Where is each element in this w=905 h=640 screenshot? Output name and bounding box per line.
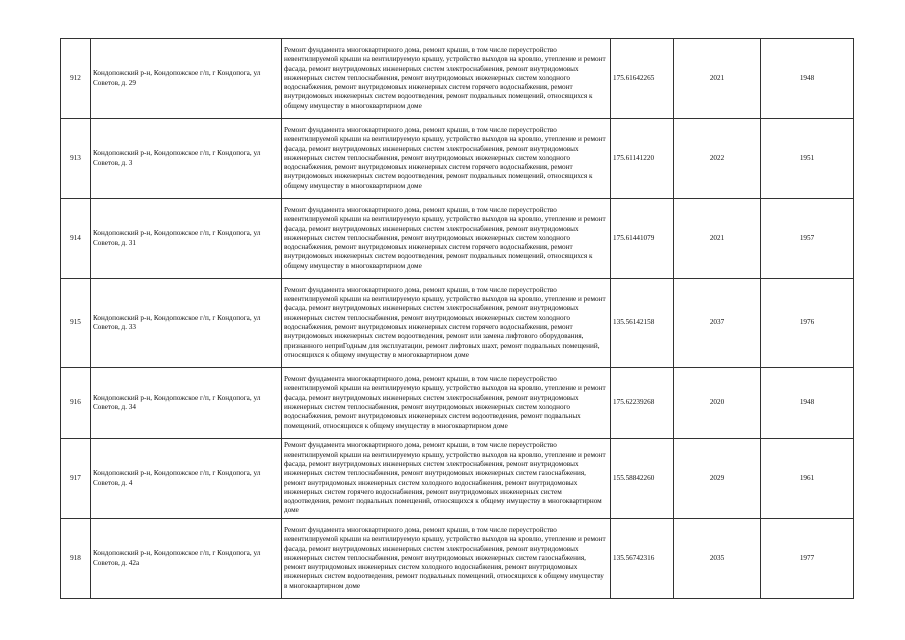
house-address: Кондопожский р-н, Кондопожское г/п, г Кондопога, ул Советов, д. 33	[91, 279, 282, 368]
cost-value: 135.56142158	[611, 279, 674, 368]
table-row	[61, 279, 854, 368]
row-number: 914	[61, 199, 91, 279]
table-row	[61, 368, 854, 439]
cost-value: 175.61441079	[611, 199, 674, 279]
repair-year: 2035	[674, 519, 761, 599]
row-number: 913	[61, 119, 91, 199]
cost-value: 155.58842260	[611, 439, 674, 519]
cost-value: 175.61642265	[611, 39, 674, 119]
construction-year: 1951	[761, 119, 854, 199]
repair-works: Ремонт фундамента многоквартирного дома, ремонт крыши, в том числе переустройство невентилируемой крыши на вентилируемую крышу, устройство выходов на кровлю, утепление и ремонт фасада, ремонт внутридомовых инженерных систем электроснабжения, ремонт внутридомовых инженерных систем теплоснабжения, ремонт внутридомовых инженерных систем холодного водоснабжения, ремонт внутридомовых инженерных систем горячего водоснабжения, ремонт внутридомовых инженерных систем водоотведения, ремонт подвальных помещений, относящихся к общему имуществу в многоквартирном доме	[282, 119, 611, 199]
repair-program-table	[60, 38, 854, 599]
repair-works: Ремонт фундамента многоквартирного дома, ремонт крыши, в том числе переустройство невентилируемой крыши на вентилируемую крышу, устройство выходов на кровлю, утепление и ремонт фасада, ремонт внутридомовых инженерных систем электроснабжения, ремонт внутридомовых инженерных систем теплоснабжения, ремонт внутридомовых инженерных систем холодного водоснабжения, ремонт внутридомовых инженерных систем горячего водоснабжения, ремонт внутридомовых инженерных систем водоотведения, ремонт подвальных помещений, относящихся к общему имуществу в многоквартирном доме	[282, 39, 611, 119]
repair-works: Ремонт фундамента многоквартирного дома, ремонт крыши, в том числе переустройство невентилируемой крыши на вентилируемую крышу, устройство выходов на кровлю, утепление и ремонт фасада, ремонт внутридомовых инженерных систем электроснабжения, ремонт внутридомовых инженерных систем теплоснабжения, ремонт внутридомовых инженерных систем газоснабжения, ремонт внутридомовых инженерных систем холодного водоснабжения, ремонт внутридомовых инженерных систем горячего водоснабжения, ремонт внутридомовых инженерных систем водоотведения, ремонт подвальных помещений, относящихся к общему имуществу в многоквартирном доме	[282, 439, 611, 519]
house-address: Кондопожский р-н, Кондопожское г/п, г Кондопога, ул Советов, д. 29	[91, 39, 282, 119]
cost-value: 175.61141220	[611, 119, 674, 199]
table-row	[61, 39, 854, 119]
house-address: Кондопожский р-н, Кондопожское г/п, г Кондопога, ул Советов, д. 4	[91, 439, 282, 519]
construction-year: 1961	[761, 439, 854, 519]
house-address: Кондопожский р-н, Кондопожское г/п, г Кондопога, ул Советов, д. 42а	[91, 519, 282, 599]
house-address: Кондопожский р-н, Кондопожское г/п, г Кондопога, ул Советов, д. 3	[91, 119, 282, 199]
table-row	[61, 199, 854, 279]
row-number: 912	[61, 39, 91, 119]
row-number: 916	[61, 368, 91, 439]
row-number: 918	[61, 519, 91, 599]
repair-year: 2029	[674, 439, 761, 519]
construction-year: 1977	[761, 519, 854, 599]
repair-year: 2022	[674, 119, 761, 199]
construction-year: 1948	[761, 39, 854, 119]
construction-year: 1948	[761, 368, 854, 439]
row-number: 917	[61, 439, 91, 519]
table-row	[61, 519, 854, 599]
table-row	[61, 119, 854, 199]
house-address: Кондопожский р-н, Кондопожское г/п, г Кондопога, ул Советов, д. 34	[91, 368, 282, 439]
row-number: 915	[61, 279, 91, 368]
repair-works: Ремонт фундамента многоквартирного дома, ремонт крыши, в том числе переустройство невентилируемой крыши на вентилируемую крышу, устройство выходов на кровлю, утепление и ремонт фасада, ремонт внутридомовых инженерных систем электроснабжения, ремонт внутридомовых инженерных систем теплоснабжения, ремонт внутридомовых инженерных систем холодного водоснабжения, ремонт внутридомовых инженерных систем горячего водоснабжения, ремонт внутридомовых инженерных систем водоотведения, ремонт или замена лифтового оборудования, признанного неприГодным для эксплуатации, ремонт лифтовых шахт, ремонт подвальных помещений, относящихся к общему имуществу в многоквартирном доме	[282, 279, 611, 368]
repair-works: Ремонт фундамента многоквартирного дома, ремонт крыши, в том числе переустройство невентилируемой крыши на вентилируемую крышу, устройство выходов на кровлю, утепление и ремонт фасада, ремонт внутридомовых инженерных систем электроснабжения, ремонт внутридомовых инженерных систем теплоснабжения, ремонт внутридомовых инженерных систем холодного водоснабжения, ремонт внутридомовых инженерных систем водоотведения, ремонт подвальных помещений, относящихся к общему имуществу в многоквартирном доме	[282, 368, 611, 439]
repair-year: 2037	[674, 279, 761, 368]
cost-value: 135.56742316	[611, 519, 674, 599]
cost-value: 175.62239268	[611, 368, 674, 439]
repair-year: 2021	[674, 199, 761, 279]
repair-year: 2020	[674, 368, 761, 439]
repair-year: 2021	[674, 39, 761, 119]
construction-year: 1976	[761, 279, 854, 368]
construction-year: 1957	[761, 199, 854, 279]
repair-works: Ремонт фундамента многоквартирного дома, ремонт крыши, в том числе переустройство невентилируемой крыши на вентилируемую крышу, устройство выходов на кровлю, утепление и ремонт фасада, ремонт внутридомовых инженерных систем электроснабжения, ремонт внутридомовых инженерных систем теплоснабжения, ремонт внутридомовых инженерных систем холодного водоснабжения, ремонт внутридомовых инженерных систем горячего водоснабжения, ремонт внутридомовых инженерных систем водоотведения, ремонт подвальных помещений, относящихся к общему имуществу в многоквартирном доме	[282, 199, 611, 279]
repair-works: Ремонт фундамента многоквартирного дома, ремонт крыши, в том числе переустройство невентилируемой крыши на вентилируемую крышу, устройство выходов на кровлю, утепление и ремонт фасада, ремонт внутридомовых инженерных систем электроснабжения, ремонт внутридомовых инженерных систем теплоснабжения, ремонт внутридомовых инженерных систем газоснабжения, ремонт внутридомовых инженерных систем холодного водоснабжения, ремонт внутридомовых инженерных систем водоотведения, ремонт подвальных помещений, относящихся к общему имуществу в многоквартирном доме	[282, 519, 611, 599]
table-row	[61, 439, 854, 519]
house-address: Кондопожский р-н, Кондопожское г/п, г Кондопога, ул Советов, д. 31	[91, 199, 282, 279]
